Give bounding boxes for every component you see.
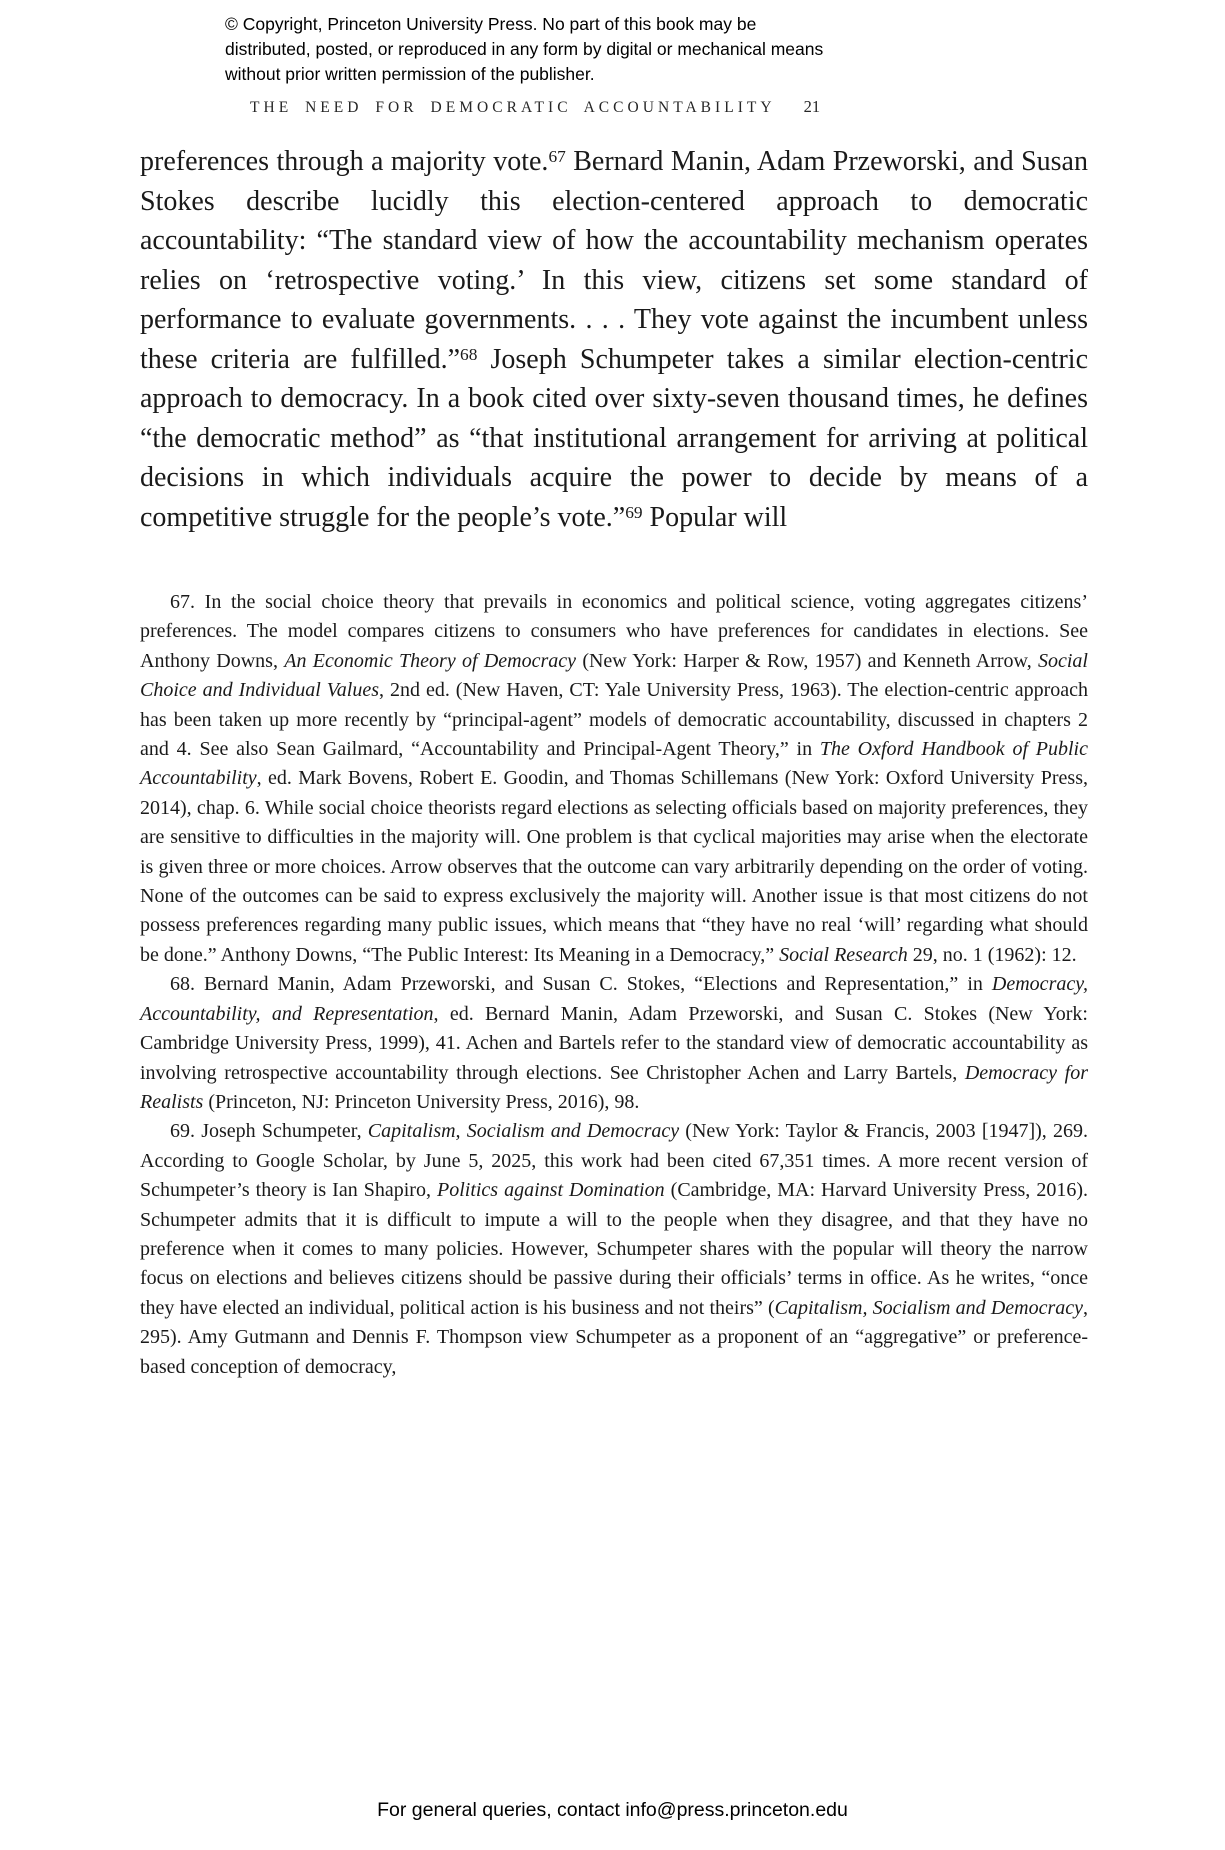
copyright-notice: © Copyright, Princeton University Press. No part of this book may be distributed, posted, or reproduced in any form by digital or mechanical means without prior written permission of the publisher.	[225, 14, 824, 84]
running-header-title: THE NEED FOR DEMOCRATIC ACCOUNTABILITY	[250, 99, 776, 116]
footnote-67: 67. In the social choice theory that prevails in economics and political science, voting aggregates citizens’ preferences. The model compares citizens to consumers who have preferences for candidates in elections. See Anthony Downs, An Economic Theory of Democracy (New York: Harper & Row, 1957) and Kenneth Arrow, Social Choice and Individual Values, 2nd ed. (New Haven, CT: Yale University Press, 1963). The election-centric approach has been taken up more recently by “principal-agent” models of democratic accountability, discussed in chapters 2 and 4. See also Sean Gailmard, “Accountability and Principal-Agent Theory,” in The Oxford Handbook of Public Accountability, ed. Mark Bovens, Robert E. Goodin, and Thomas Schillemans (New York: Oxford University Press, 2014), chap. 6. While social choice theorists regard elections as selecting officials based on majority preferences, they are sensitive to difficulties in the majority will. One problem is that cyclical majorities may arise when the electorate is given three or more choices. Arrow observes that the outcome can vary arbitrarily depending on the order of voting. None of the outcomes can be said to express exclusively the majority will. Another issue is that most citizens do not possess preferences regarding many public issues, which means that “they have no real ‘will’ regarding what should be done.” Anthony Downs, “The Public Interest: Its Meaning in a Democracy,” Social Research 29, no. 1 (1962): 12.	[140, 591, 1088, 966]
page-footer: For general queries, contact info@press.princeton.edu	[377, 1799, 848, 1821]
footnote-69: 69. Joseph Schumpeter, Capitalism, Socialism and Democracy (New York: Taylor & Francis, 2003 [1947]), 269. According to Google Scholar, by June 5, 2025, this work had been cited 67,351 times. A more recent version of Schumpeter’s theory is Ian Shapiro, Politics against Domination (Cambridge, MA: Harvard University Press, 2016). Schumpeter admits that it is difficult to impute a will to the people when they disagree, and that they have no preference when it comes to many policies. However, Schumpeter shares with the popular will theory the narrow focus on elections and believes citizens should be passive during their officials’ terms in office. As he writes, “once they have elected an individual, political action is his business and not theirs” (Capitalism, Socialism and Democracy, 295). Amy Gutmann and Dennis F. Thompson view Schumpeter as a proponent of an “aggregative” or preference-based conception of democracy,	[140, 1120, 1088, 1378]
footnotes-section	[140, 588, 1088, 1382]
page-number: 21	[803, 97, 821, 116]
footnote-68: 68. Bernard Manin, Adam Przeworski, and Susan C. Stokes, “Elections and Representation,” in Democracy, Accountability, and Representation, ed. Bernard Manin, Adam Przeworski, and Susan C. Stokes (New York: Cambridge University Press, 1999), 41. Achen and Bartels refer to the standard view of democratic accountability as involving retrospective accountability through elections. See Christopher Achen and Larry Bartels, Democracy for Realists (Princeton, NJ: Princeton University Press, 2016), 98.	[140, 973, 1088, 1113]
body-paragraph: preferences through a majority vote.$^{67}$ Bernard Manin, Adam Przeworski, and Susan Stokes describe lucidly this election-centered approach to democratic accountability: “The standard view of how the accountability mechanism operates relies on ‘retrospective voting.’ In this view, citizens set some standard of performance to evaluate governments. . . . They vote against the incumbent unless these criteria are fulfilled.”$^{68}$ Joseph Schumpeter takes a similar election-centric approach to democracy. In a book cited over sixty-seven thousand times, he defines “the democratic method” as “that institutional arrangement for arriving at political decisions in which individuals acquire the power to decide by means of a competitive struggle for the people’s vote.”$^{69}$ Popular will	[140, 146, 1088, 533]
running-header	[250, 97, 820, 117]
